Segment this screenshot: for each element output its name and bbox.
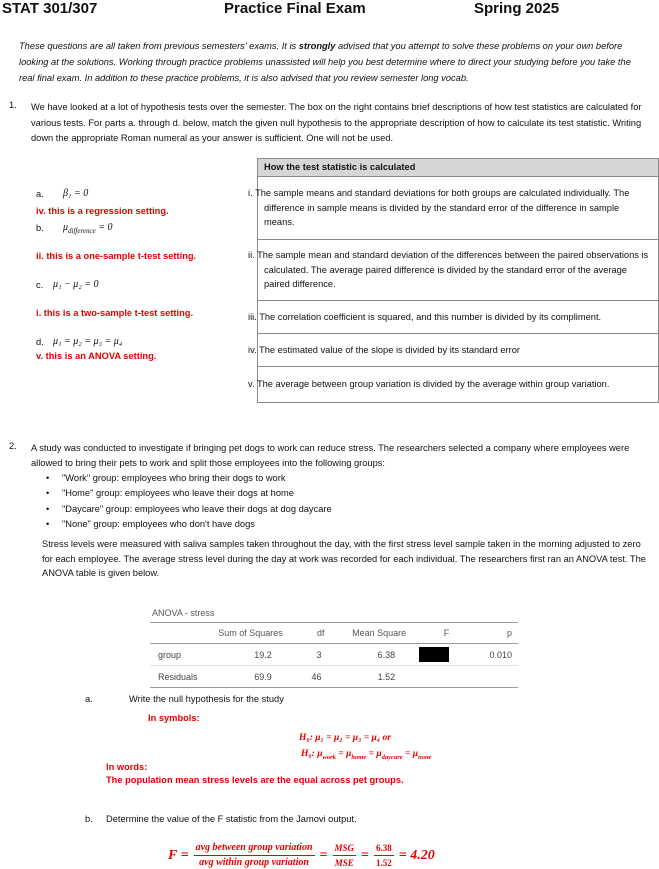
table-row-iii: iii. The correlation coefficient is squared, and this number is divided by its compliment. — [258, 301, 659, 334]
exam-title: Practice Final Exam — [224, 0, 366, 17]
table-row-iv: iv. The estimated value of the slope is divided by its standard error — [258, 334, 659, 367]
q1a-label: a. — [36, 189, 44, 199]
list-item: • "Home" group: employees who leave their dogs at home — [42, 486, 332, 501]
list-item: • "None" group: employees who don't have dogs — [42, 517, 332, 532]
f-result: = 4.20 — [398, 847, 435, 863]
q1a-hypothesis: β₁ = 0 — [63, 188, 89, 199]
table-row-i: i. The sample means and standard deviations for both groups are calculated individually. The difference in sample means is divided by the standard error of the difference in sample means. — [258, 177, 659, 240]
q1c-answer: i. this is a two-sample t-test setting. — [36, 308, 194, 318]
q1b-hypothesis: $\mu_{difference} = 0$ — [63, 222, 113, 235]
q2-text2: Stress levels were measured with saliva samples taken throughout the day, with the first stress level sample taken in the morning adjusted to zero for each employee. The average stress level during the day at work was recorded for each individual. The researchers first ran an ANOVA test. The ANOVA table is given below. — [42, 539, 646, 578]
table-row: group 19.2 3 6.38 0.010 — [150, 644, 518, 666]
f-statistic-equation: F = $\frac{\text{avg between group variation}}{\text{avg within group variation}}$ = $\frac{\text{MSG}}{\text{MSE}}$ = $\frac{6.38}{1.52}$ = 4.20 — [168, 842, 435, 868]
q1-text: We have looked at a lot of hypothesis tests over the semester. The box on the right contains brief descriptions of how test statistics are calculated for various tests. For parts a. through d. below, match the given null hypothesis to the appropriate description of how to calculate its test statistic. Writing down the appropriate Roman numeral as your answer is sufficient. One will not be used. — [31, 102, 642, 143]
q1c-hypothesis: μ₁ − μ₂ = 0 — [53, 279, 99, 290]
q2b-prompt: Determine the value of the F statistic from the Jamovi output. — [106, 814, 357, 824]
list-item: • "Work" group: employees who bring their dogs to work — [42, 471, 332, 486]
anova-col-ms: Mean Square — [325, 623, 407, 644]
anova-title: ANOVA - stress — [150, 604, 518, 623]
fraction-variation: $\frac{\text{avg between group variation}}{\text{avg within group variation}}$ — [195, 842, 313, 868]
q1b-answer: ii. this is a one-sample t-test setting. — [36, 251, 197, 261]
q2a-prompt: Write the null hypothesis for the study — [129, 694, 284, 704]
anova-col-f: F — [407, 623, 450, 644]
q1d-label: d. — [36, 337, 44, 347]
q2-number: 2. — [9, 441, 17, 451]
h0-symbols: H₀: μ₁ = μ₂ = μ₃ = μ₄ or — [299, 733, 391, 743]
course-code: STAT 301/307 — [2, 0, 98, 17]
q2a-label: a. — [85, 694, 93, 704]
q1c-label: c. — [36, 280, 44, 290]
q1d-answer: v. this is an ANOVA setting. — [36, 351, 157, 361]
anova-col-ss: Sum of Squares — [215, 623, 284, 644]
anova-col-blank — [150, 623, 215, 644]
table-row-ii: ii. The sample mean and standard deviation of the differences between the paired observations is calculated. The average paired difference is divided by the standard error of the average paired difference. — [258, 240, 659, 301]
anova-table — [150, 604, 518, 688]
table-row: Residuals 69.9 46 1.52 — [150, 666, 518, 688]
intro-paragraph: These questions are all taken from previous semesters' exams. It is strongly advised that you attempt to solve these problems on your own before looking at the solutions. Working through practice problems unassisted will help you best determine where to direct your studying before you take the real final exam. In addition to these practice problems, it is also advised that you review semester long vocab. — [19, 41, 631, 83]
anova-col-df: df — [284, 623, 326, 644]
fraction-ms: $\frac{\text{MSG}}{\text{MSE}}$ — [334, 843, 355, 868]
q1a-answer: iv. this is a regression setting. — [36, 206, 169, 216]
fraction-values: $\frac{6.38}{1.52}$ — [376, 843, 392, 868]
q1b-label: b. — [36, 223, 44, 233]
q2b-label: b. — [85, 814, 93, 824]
test-statistic-table — [248, 158, 659, 403]
words-label: In words: — [106, 762, 148, 772]
q2-text: A study was conducted to investigate if bringing pet dogs to work can reduce stress. The researchers selected a company where employees were allowed to bring their pets to work and split those employees into the following groups: — [31, 443, 630, 468]
redacted-f-value — [407, 644, 450, 666]
eq-lhs: F = — [168, 847, 189, 863]
q1-number: 1. — [9, 100, 17, 110]
term: Spring 2025 — [474, 0, 560, 17]
h0-named: H₀: $\mu_{work} = \mu_{home} = \mu_{daycare} = \mu_{none}$ — [301, 749, 432, 761]
anova-col-p: p — [450, 623, 518, 644]
list-item: • "Daycare" group: employees who leave their dogs at dog daycare — [42, 502, 332, 517]
group-list — [42, 471, 332, 532]
h0-words: The population mean stress levels are the equal across pet groups. — [106, 775, 404, 785]
symbols-label: In symbols: — [148, 713, 200, 723]
q1d-hypothesis: μ₁ = μ₂ = μ₃ = μ₄ — [53, 336, 123, 347]
table-header: How the test statistic is calculated — [258, 159, 659, 177]
table-row-v: v. The average between group variation is divided by the average within group variation. — [258, 367, 659, 403]
